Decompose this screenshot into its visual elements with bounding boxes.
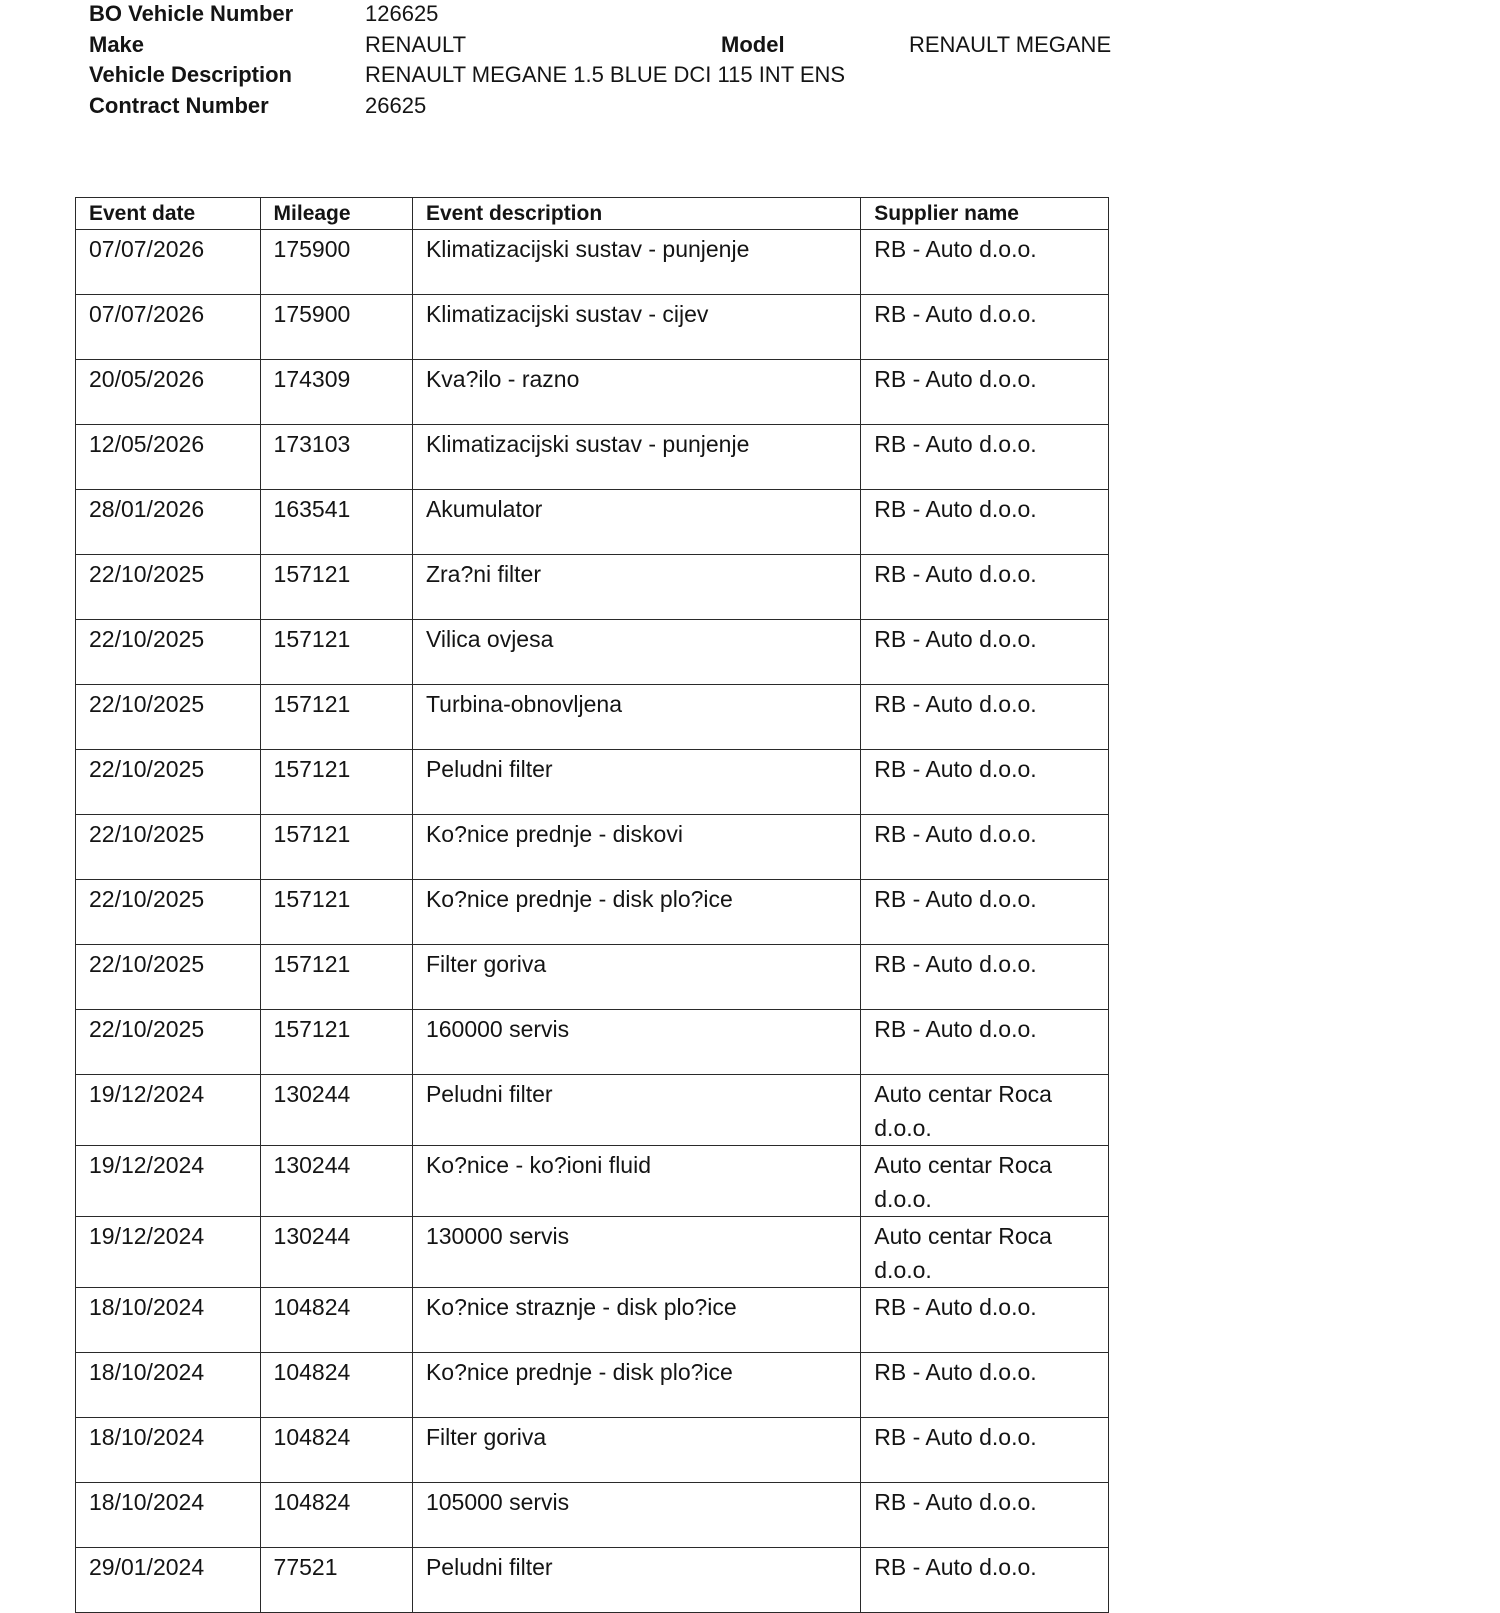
supplier-name: RB - Auto d.o.o. xyxy=(861,815,1109,880)
mileage: 157121 xyxy=(260,815,412,880)
event-date: 19/12/2024 xyxy=(76,1217,261,1288)
table-row xyxy=(76,750,1109,815)
event-description: Ko?nice - ko?ioni fluid xyxy=(412,1146,860,1217)
mileage: 157121 xyxy=(260,750,412,815)
table-row xyxy=(76,1418,1109,1483)
event-description: Turbina-obnovljena xyxy=(412,685,860,750)
table-row xyxy=(76,880,1109,945)
event-date: 28/01/2026 xyxy=(76,490,261,555)
table-row xyxy=(76,620,1109,685)
mileage: 157121 xyxy=(260,880,412,945)
mileage: 157121 xyxy=(260,945,412,1010)
event-description: Filter goriva xyxy=(412,945,860,1010)
event-date: 18/10/2024 xyxy=(76,1288,261,1353)
event-date: 22/10/2025 xyxy=(76,815,261,880)
table-row xyxy=(76,360,1109,425)
mileage: 157121 xyxy=(260,620,412,685)
vehicle-description-value: RENAULT MEGANE 1.5 BLUE DCI 115 INT ENS xyxy=(365,62,846,87)
supplier-name: RB - Auto d.o.o. xyxy=(861,555,1109,620)
supplier-name: RB - Auto d.o.o. xyxy=(861,750,1109,815)
event-date: 19/12/2024 xyxy=(76,1075,261,1146)
event-date: 12/05/2026 xyxy=(76,425,261,490)
event-date: 22/10/2025 xyxy=(76,1010,261,1075)
event-description: 130000 servis xyxy=(412,1217,860,1288)
bo-vehicle-label: BO Vehicle Number xyxy=(89,1,294,26)
event-description: Ko?nice prednje - disk plo?ice xyxy=(412,1353,860,1418)
supplier-name: RB - Auto d.o.o. xyxy=(861,425,1109,490)
event-description: Peludni filter xyxy=(412,750,860,815)
supplier-name: RB - Auto d.o.o. xyxy=(861,1010,1109,1075)
table-row xyxy=(76,295,1109,360)
mileage: 77521 xyxy=(260,1548,412,1613)
event-date: 22/10/2025 xyxy=(76,750,261,815)
mileage: 175900 xyxy=(260,295,412,360)
service-events-table xyxy=(75,197,1109,1613)
event-description: Vilica ovjesa xyxy=(412,620,860,685)
event-description: Akumulator xyxy=(412,490,860,555)
event-date: 18/10/2024 xyxy=(76,1483,261,1548)
event-date: 18/10/2024 xyxy=(76,1353,261,1418)
mileage: 130244 xyxy=(260,1146,412,1217)
event-description: 105000 servis xyxy=(412,1483,860,1548)
table-body xyxy=(76,230,1109,1613)
supplier-name: RB - Auto d.o.o. xyxy=(861,1548,1109,1613)
event-description: Ko?nice straznje - disk plo?ice xyxy=(412,1288,860,1353)
model-value: RENAULT MEGANE xyxy=(909,31,1112,57)
bo-vehicle-row xyxy=(89,0,1189,30)
table-row xyxy=(76,1146,1109,1217)
make-model-row xyxy=(89,30,1189,61)
supplier-name: RB - Auto d.o.o. xyxy=(861,945,1109,1010)
header-supplier-name: Supplier name xyxy=(861,198,1109,230)
table-row xyxy=(76,1353,1109,1418)
supplier-name: RB - Auto d.o.o. xyxy=(861,1353,1109,1418)
table-row xyxy=(76,230,1109,295)
event-date: 19/12/2024 xyxy=(76,1146,261,1217)
event-description: Klimatizacijski sustav - punjenje xyxy=(412,230,860,295)
mileage: 157121 xyxy=(260,555,412,620)
event-date: 22/10/2025 xyxy=(76,685,261,750)
event-date: 07/07/2026 xyxy=(76,295,261,360)
event-description: Peludni filter xyxy=(412,1075,860,1146)
event-date: 29/01/2024 xyxy=(76,1548,261,1613)
table-row xyxy=(76,1217,1109,1288)
bo-vehicle-value: 126625 xyxy=(365,1,439,26)
event-date: 22/10/2025 xyxy=(76,620,261,685)
make-value: RENAULT xyxy=(365,31,467,57)
table-row xyxy=(76,425,1109,490)
table-row xyxy=(76,1010,1109,1075)
mileage: 104824 xyxy=(260,1353,412,1418)
supplier-name: RB - Auto d.o.o. xyxy=(861,1418,1109,1483)
event-date: 07/07/2026 xyxy=(76,230,261,295)
event-date: 22/10/2025 xyxy=(76,880,261,945)
supplier-name: RB - Auto d.o.o. xyxy=(861,360,1109,425)
event-description: Ko?nice prednje - disk plo?ice xyxy=(412,880,860,945)
mileage: 130244 xyxy=(260,1217,412,1288)
contract-value: 26625 xyxy=(365,92,427,118)
mileage: 157121 xyxy=(260,1010,412,1075)
event-date: 22/10/2025 xyxy=(76,555,261,620)
header-event-date: Event date xyxy=(76,198,261,230)
supplier-name: RB - Auto d.o.o. xyxy=(861,230,1109,295)
mileage: 175900 xyxy=(260,230,412,295)
mileage: 163541 xyxy=(260,490,412,555)
vehicle-description-row xyxy=(89,60,1189,91)
event-description: Klimatizacijski sustav - cijev xyxy=(412,295,860,360)
mileage: 174309 xyxy=(260,360,412,425)
mileage: 104824 xyxy=(260,1483,412,1548)
table-row xyxy=(76,945,1109,1010)
supplier-name: RB - Auto d.o.o. xyxy=(861,490,1109,555)
mileage: 104824 xyxy=(260,1288,412,1353)
supplier-name: Auto centar Roca d.o.o. xyxy=(861,1075,1109,1146)
vehicle-info xyxy=(89,0,1189,121)
event-description: Ko?nice prednje - diskovi xyxy=(412,815,860,880)
table-row xyxy=(76,1483,1109,1548)
table-row xyxy=(76,490,1109,555)
supplier-name: RB - Auto d.o.o. xyxy=(861,1483,1109,1548)
table-row xyxy=(76,555,1109,620)
table-row xyxy=(76,815,1109,880)
supplier-name: Auto centar Roca d.o.o. xyxy=(861,1217,1109,1288)
event-description: Filter goriva xyxy=(412,1418,860,1483)
model-label: Model xyxy=(721,31,785,57)
supplier-name: RB - Auto d.o.o. xyxy=(861,295,1109,360)
make-label: Make xyxy=(89,31,145,57)
supplier-name: RB - Auto d.o.o. xyxy=(861,685,1109,750)
supplier-name: RB - Auto d.o.o. xyxy=(861,620,1109,685)
mileage: 104824 xyxy=(260,1418,412,1483)
event-description: Kva?ilo - razno xyxy=(412,360,860,425)
table-row xyxy=(76,1548,1109,1613)
table-header-row xyxy=(76,198,1109,230)
mileage: 130244 xyxy=(260,1075,412,1146)
event-description: Klimatizacijski sustav - punjenje xyxy=(412,425,860,490)
event-date: 20/05/2026 xyxy=(76,360,261,425)
header-event-description: Event description xyxy=(412,198,860,230)
header-mileage: Mileage xyxy=(260,198,412,230)
supplier-name: Auto centar Roca d.o.o. xyxy=(861,1146,1109,1217)
event-description: 160000 servis xyxy=(412,1010,860,1075)
vehicle-description-label: Vehicle Description xyxy=(89,62,292,87)
table-row xyxy=(76,1075,1109,1146)
contract-row xyxy=(89,91,1189,122)
event-description: Peludni filter xyxy=(412,1548,860,1613)
table-row xyxy=(76,1288,1109,1353)
supplier-name: RB - Auto d.o.o. xyxy=(861,1288,1109,1353)
contract-label: Contract Number xyxy=(89,92,269,118)
mileage: 173103 xyxy=(260,425,412,490)
supplier-name: RB - Auto d.o.o. xyxy=(861,880,1109,945)
event-description: Zra?ni filter xyxy=(412,555,860,620)
mileage: 157121 xyxy=(260,685,412,750)
event-date: 22/10/2025 xyxy=(76,945,261,1010)
event-date: 18/10/2024 xyxy=(76,1418,261,1483)
table-row xyxy=(76,685,1109,750)
